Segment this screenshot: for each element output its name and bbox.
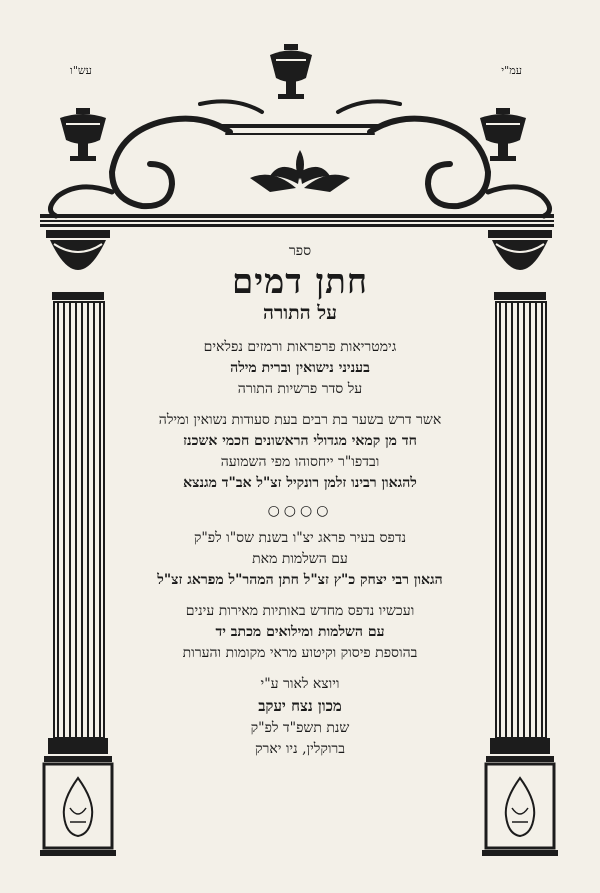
description-line-5: חד מן קמאי מגדולי הראשונים חכמי אשכנז: [183, 433, 417, 449]
entablature-beam: [40, 214, 554, 227]
description-line-7: להגאון רבינו זלמן רונקיל זצ"ל אב"ד מגנצא: [183, 475, 417, 491]
publisher-name: מכון נצח יעקב: [258, 697, 342, 715]
print-line-2: עם השלמות מאת: [252, 551, 348, 567]
print-line-3: הגאון רבי יצחק כ"ץ זצ"ל חתן המהר"ל מפראג זצ"ל: [157, 572, 443, 588]
top-urn-ornament: [270, 44, 312, 99]
description-line-3: על סדר פרשיות התורה: [237, 381, 363, 397]
description-line-2: בעניני נישואין וברית מילה: [230, 360, 370, 376]
publisher-intro: ויוצא לאור ע"י: [260, 676, 340, 692]
edition-line-2: עם השלמות ומילואים מכתב יד: [215, 624, 385, 640]
edition-line-1: ועכשיו נדפס מחדש באותיות מאירות עינים: [185, 603, 415, 619]
edition-line-3: בהוספת פיסוק וקיטוע מראי מקומות והערות: [182, 645, 418, 661]
right-column: [482, 230, 558, 856]
publication-year: שנת תשפ"ד לפ"ק: [250, 720, 350, 736]
title-text-block: [120, 243, 480, 760]
left-urn-ornament: [60, 108, 106, 161]
description-line-1: גימטריאות פרפראות ורמזים נפלאים: [203, 339, 397, 355]
right-emblem-icon: [506, 778, 534, 836]
corner-mark-left: עש"ו: [70, 64, 92, 77]
separator-dots: ○○○○: [267, 503, 333, 519]
fleur-de-lis-ornament: [250, 150, 350, 192]
left-column: [40, 230, 116, 856]
publication-place: ברוקלין, ניו יארק: [254, 741, 346, 757]
description-line-6: ובדפו"ר ייחסוהו מפי השמועה: [220, 454, 380, 470]
left-emblem-icon: [64, 778, 92, 836]
description-line-4: אשר דרש בשער בת רבים בעת סעודות נשואין ומילה: [158, 412, 442, 428]
book-title: חתן דמים: [232, 262, 368, 302]
sefer-label: ספר: [288, 243, 312, 259]
print-line-1: נדפס בעיר פראג יצ"ו בשנת שס"ו לפ"ק: [193, 530, 407, 546]
right-urn-ornament: [480, 108, 526, 161]
corner-mark-right: עמ"י: [501, 64, 522, 77]
book-subtitle: על התורה: [263, 302, 337, 324]
